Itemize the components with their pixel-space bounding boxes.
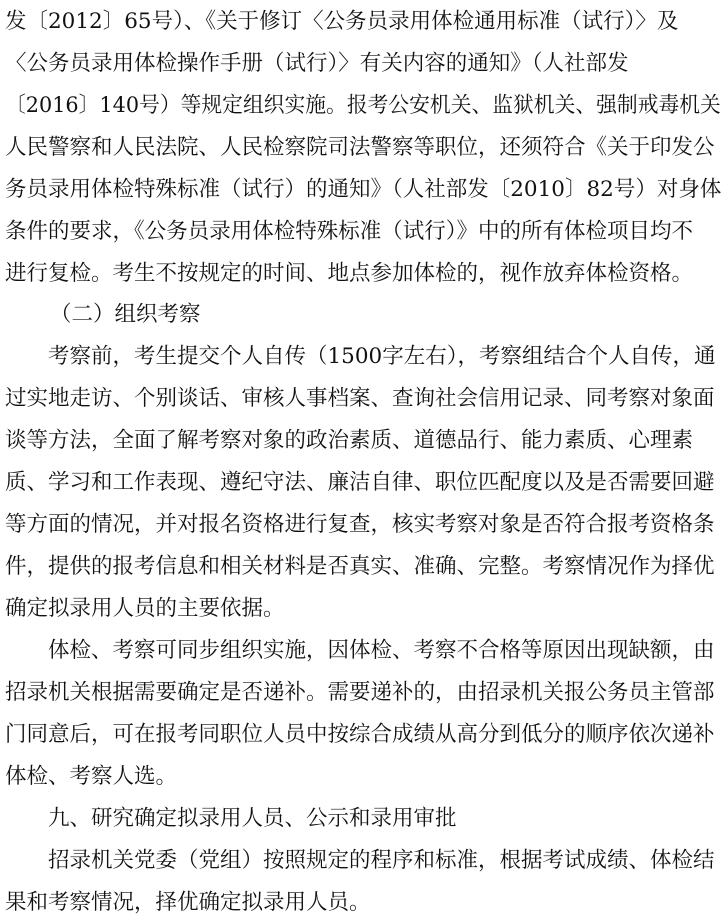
text-line: 谈等方法，全面了解考察对象的政治素质、道德品行、能力素质、心理素 [5,428,694,453]
text-line: 务员录用体检特殊标准（试行）的通知》（人社部发〔2010〕82号）对身体 [5,177,722,202]
text-line: 确定拟录用人员的主要依据。 [5,596,285,621]
section-heading: （二）组织考察 [50,302,201,327]
text-line: 质、学习和工作表现、遵纪守法、廉洁自律、职位匹配度以及是否需要回避 [5,470,715,495]
text-line: 〔2016〕140号）等规定组织实施。报考公安机关、监狱机关、强制戒毒机关 [5,93,721,118]
text-line: 〈公务员录用体检操作手册（试行）〉有关内容的通知》（人社部发 [5,51,629,76]
text-line: 招录机关根据需要确定是否递补。需要递补的，由招录机关报公务员主管部 [5,680,715,705]
text-line: 招录机关党委（党组）按照规定的程序和标准，根据考试成绩、体检结 [48,848,715,873]
text-line: 果和考察情况，择优确定拟录用人员。 [5,890,371,915]
section-heading: 九、研究确定拟录用人员、公示和录用审批 [48,806,457,831]
text-line: 体检、考察人选。 [5,764,178,789]
text-line: 过实地走访、个别谈话、审核人事档案、查询社会信用记录、同考察对象面 [5,386,715,411]
text-line: 条件的要求，《公务员录用体检特殊标准（试行）》中的所有体检项目均不 [5,219,694,244]
text-line: 发〔2012〕65号）、《关于修订〈公务员录用体检通用标准（试行）〉及 [5,9,679,34]
text-line: 件，提供的报考信息和相关材料是否真实、准确、完整。考察情况作为择优 [5,554,715,579]
text-line: 人民警察和人民法院、人民检察院司法警察等职位，还须符合《关于印发公 [5,135,715,160]
text-line: 门同意后，可在报考同职位人员中按综合成绩从高分到低分的顺序依次递补 [5,722,715,747]
text-line: 考察前，考生提交个人自传（1500字左右），考察组结合个人自传，通 [48,344,716,369]
text-line: 等方面的情况，并对报名资格进行复查，核实考察对象是否符合报考资格条 [5,512,715,537]
text-line: 体检、考察可同步组织实施，因体检、考察不合格等原因出现缺额，由 [48,638,715,663]
text-line: 进行复检。考生不按规定的时间、地点参加体检的，视作放弃体检资格。 [5,261,694,286]
